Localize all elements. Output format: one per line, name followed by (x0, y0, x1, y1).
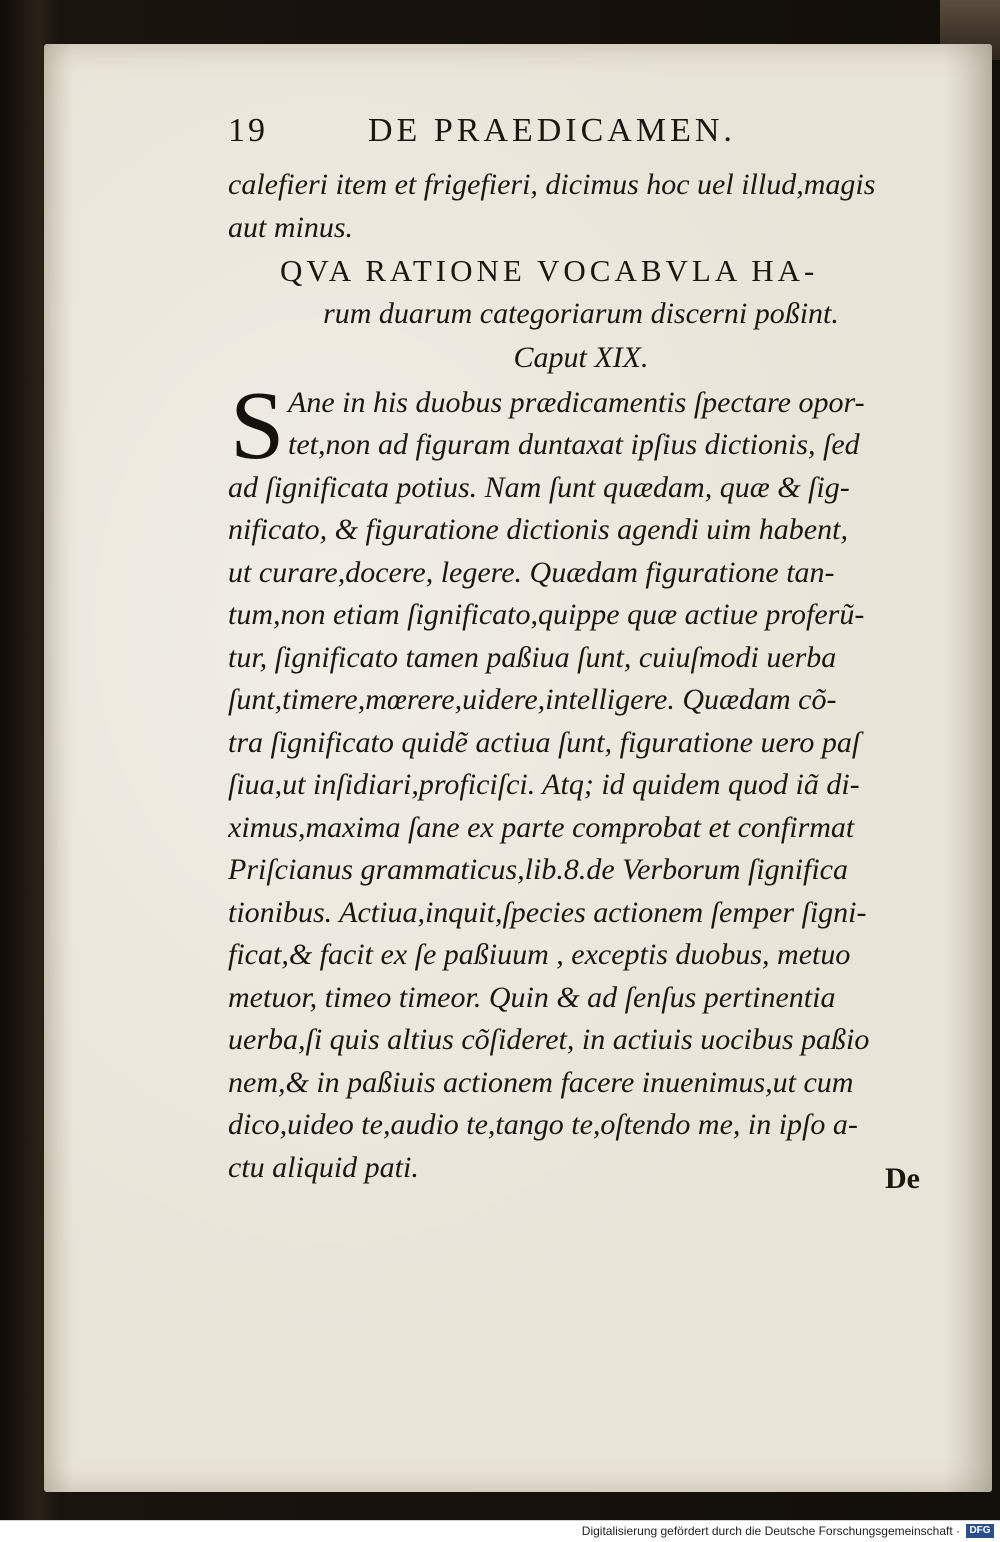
catchword: De (885, 1162, 920, 1195)
text-line: metuor, timeo timeor. Quin & ad ſenſus pertinentia (228, 980, 836, 1014)
footer-bar (0, 1520, 1000, 1542)
text-line: ad ſignificata potius. Nam ſunt quædam, quæ & ſig- (228, 470, 850, 504)
running-head-title: DE PRAEDICAMEN. (368, 112, 736, 149)
text-line: ximus,maxima ſane ex parte comprobat et confirmat (228, 810, 855, 844)
dfg-logo: DFG (966, 1524, 994, 1538)
text-line: tum,non etiam ſignificato,quippe quæ actiue proferũ- (228, 598, 865, 631)
funding-credit: Digitalisierung gefördert durch die Deutsche Forschungsgemeinschaft · (581, 1524, 960, 1538)
running-head (228, 112, 934, 164)
text-line: nificato, & figuratione dictionis agendi uim habent, (228, 513, 848, 546)
text-line: tra ſignificato quidẽ actiua ſunt, figuratione uero paſ (228, 725, 861, 759)
drop-capital: S (230, 371, 285, 480)
text-line: calefieri item et frigefieri, dicimus hoc uel illud,magis (228, 168, 876, 201)
page-text-block (228, 112, 934, 1189)
text-line: Ane in his duobus prædicamentis ſpectare opor- (288, 385, 865, 419)
text-line: dico,uideo te,audio te,tango te,oſtendo me, in ipſo a- (228, 1108, 858, 1141)
chapter-number: Caput XIX. (513, 340, 649, 374)
text-line: tur, ſignificato tamen paßiua ſunt, cuiuſmodi uerba (228, 640, 837, 674)
body-paragraph (228, 371, 934, 1190)
text-line: ſiua,ut inſidiari,proficiſci. Atq; id quidem quod iã di- (228, 768, 860, 801)
text-line: tionibus. Actiua,inquit,ſpecies actionem ſemper ſigni- (228, 895, 867, 929)
text-line: uerba,ſi quis altius cõſideret, in actiuis uocibus paßio (228, 1023, 870, 1056)
text-line: ctu aliquid pati. (228, 1150, 419, 1184)
text-line: tet,non ad figuram duntaxat ipſius dictionis, ſed (288, 428, 860, 461)
text-line: aut minus. (228, 210, 354, 244)
chapter-heading: QVA RATIONE VOCABVLA HA- (280, 253, 819, 288)
chapter-heading-subline: rum duarum categoriarum discerni poßint. (323, 297, 839, 330)
text-line: Priſcianus grammaticus,lib.8.de Verborum ſignifica (228, 853, 848, 886)
page-number: 19 (228, 112, 268, 149)
text-line: ſunt,timere,mœrere,uidere,intelligere. Quædam cõ- (228, 683, 837, 716)
text-line: ficat,& facit ex ſe paßiuum , exceptis duobus, metuo (228, 938, 851, 971)
text-line: nem,& in paßiuis actionem facere inuenimus,ut cum (228, 1065, 854, 1099)
text-line: ut curare,docere, legere. Quædam figuratione tan- (228, 555, 835, 589)
